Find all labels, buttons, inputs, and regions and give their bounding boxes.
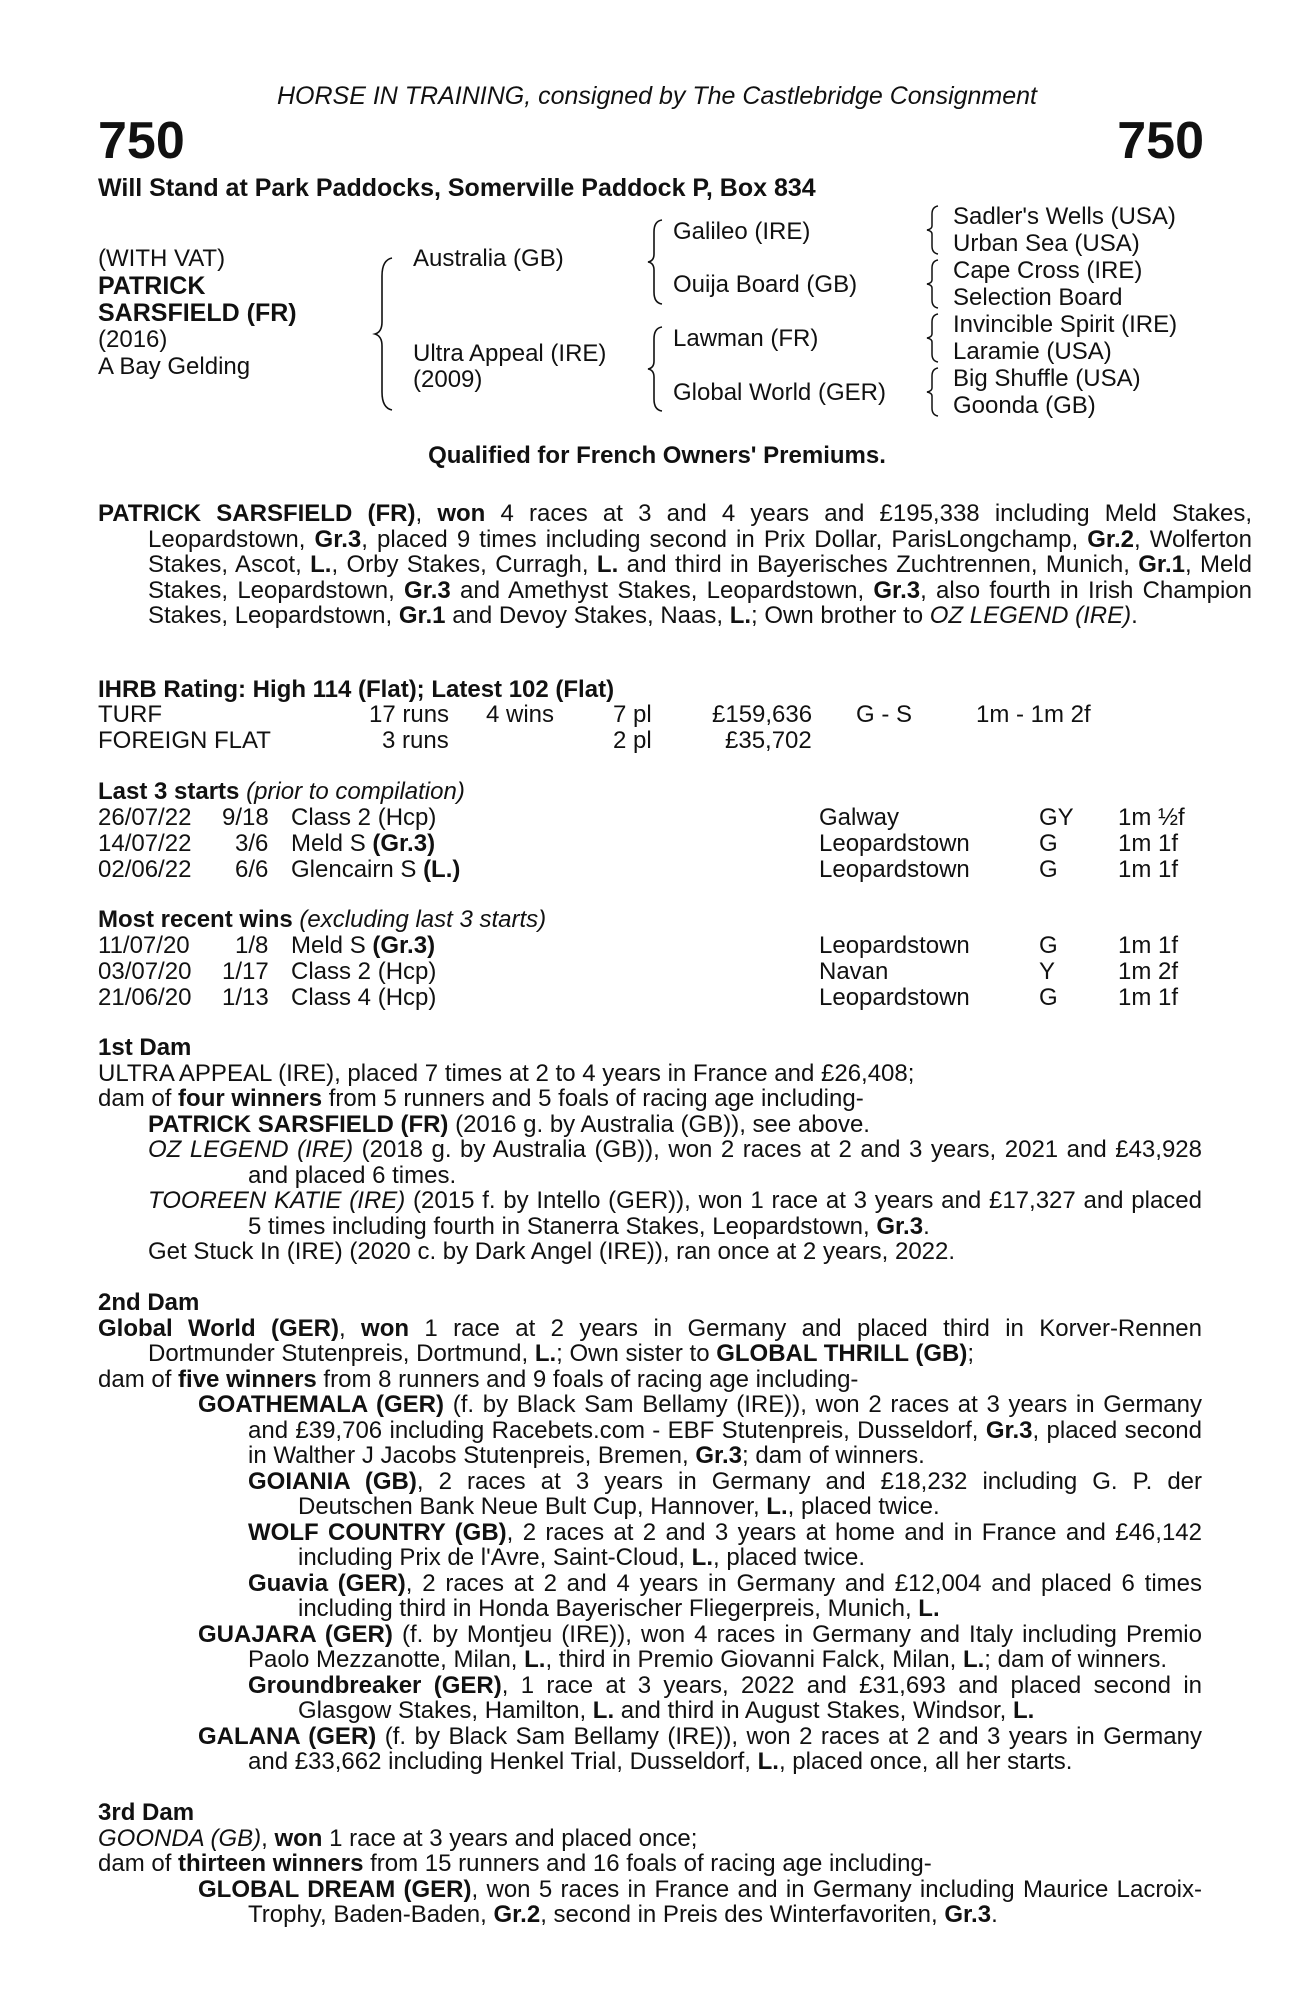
race-name: Class 4 (Hcp)	[291, 984, 437, 1011]
ihrb-placed: 2 pl	[613, 727, 652, 754]
produce-name: Guavia (GER)	[248, 1569, 406, 1597]
win-distance: 1m 1f	[1118, 932, 1179, 959]
sire-dam: Ouija Board (GB)	[673, 271, 858, 298]
win-race	[291, 933, 435, 959]
race-name: Class 2 (Hcp)	[291, 804, 437, 831]
produce-text: .	[991, 1901, 998, 1928]
last-3-starts-heading	[98, 779, 465, 805]
third-dam-section	[98, 1800, 1202, 1928]
dam-record: GOONDA (GB), won 1 race at 3 years and placed once;	[98, 1824, 698, 1852]
produce-text: ; dam of winners.	[742, 1442, 925, 1469]
sire-side-brace-icon	[645, 218, 665, 306]
win-distance: 1m 2f	[1118, 958, 1179, 985]
grade: L.	[310, 551, 332, 578]
grade: Gr.3	[944, 1901, 992, 1928]
horse-description: A Bay Gelding	[98, 353, 251, 380]
produce-name: GALANA (GER)	[198, 1722, 377, 1750]
winners-count: four winners	[178, 1085, 323, 1112]
produce-name: GOIANIA (GB)	[248, 1467, 417, 1495]
produce-text: (f. by Black Sam Bellamy (IRE)), won 2 races at 2 and 3 years in Germany and £33,662 including Henkel Trial, Dusseldorf,	[248, 1722, 1202, 1775]
section-note: (excluding last 3 starts)	[299, 906, 547, 933]
produce-text: , second in Preis des Winterfavoriten,	[540, 1901, 945, 1928]
start-date: 02/06/22	[98, 856, 192, 883]
summary-text: , Orby Stakes, Curragh,	[331, 551, 597, 578]
produce-name: GLOBAL DREAM (GER)	[198, 1875, 472, 1903]
produce-text: dam of	[98, 1850, 179, 1877]
stand-location: Will Stand at Park Paddocks, Somerville Paddock P, Box 834	[98, 174, 816, 202]
produce-name: GUAJARA (GER)	[198, 1620, 393, 1648]
start-course: Leopardstown	[819, 830, 970, 857]
dam-dam-dam: Goonda (GB)	[953, 392, 1096, 419]
produce-text: dam of	[98, 1085, 179, 1112]
grade: Gr.2	[1087, 525, 1134, 553]
start-date: 14/07/22	[98, 830, 192, 857]
race-name: Meld S	[291, 932, 373, 959]
dam-name: GOONDA (GB)	[98, 1824, 262, 1852]
section-title: 2nd Dam	[98, 1289, 200, 1316]
dam-name: Global World (GER)	[98, 1314, 339, 1342]
section-title: Last 3 starts	[98, 778, 240, 805]
produce-text: dam of	[98, 1365, 179, 1393]
dam-dam: Global World (GER)	[673, 379, 886, 406]
produce-name: WOLF COUNTRY (GB)	[248, 1518, 507, 1546]
produce-text: from 5 runners and 5 foals of racing age including-	[322, 1085, 864, 1112]
produce-entry	[148, 1877, 1202, 1928]
produce-text: , placed second in Walther J Jacobs Stutenpreis, Bremen,	[248, 1416, 1202, 1469]
produce-entry	[198, 1571, 1202, 1622]
brace-icon-4	[925, 366, 941, 418]
race-name: Meld S	[291, 830, 373, 857]
grade: L.	[534, 1340, 557, 1367]
produce-text: (2018 g. by Australia (GB)), won 2 races at 2 and 3 years, 2021 and £43,928 and placed 6 times.	[248, 1136, 1202, 1189]
start-date: 26/07/22	[98, 804, 192, 831]
win-position: 1/8	[235, 932, 269, 959]
winners-count: five winners	[178, 1365, 317, 1393]
brace-icon-2	[925, 258, 941, 310]
grade: Gr.3	[985, 1416, 1033, 1444]
section-title: 3rd Dam	[98, 1799, 195, 1826]
produce-text: ; dam of winners.	[984, 1646, 1168, 1673]
grade: L.	[918, 1595, 940, 1622]
produce-text: from 15 runners and 16 foals of racing age including-	[363, 1850, 932, 1877]
produce-text: , third in Premio Giovanni Falck, Milan,	[545, 1646, 963, 1673]
catalogue-header: HORSE IN TRAINING, consigned by The Castlebridge Consignment	[276, 82, 1038, 110]
dam-produce-summary	[98, 1086, 1202, 1112]
produce-text: (2015 f. by Intello (GER)), won 1 race at 3 years and £17,327 and placed 5 times including fourth in Stanerra Stakes, Leopardstown,	[248, 1187, 1202, 1240]
summary-text: , Meld Stakes, Leopardstown,	[148, 551, 1253, 604]
grade: L.	[596, 551, 619, 578]
dam-text: 1 race at 3 years and placed once;	[322, 1824, 698, 1852]
produce-entry: TOOREEN KATIE (IRE) (2015 f. by Intello (GER)), won 1 race at 3 years and £17,327 and placed 5 times including fourth in Stanerra Stakes, Leopardstown, Gr.3.	[148, 1187, 1202, 1240]
produce-text: (f. by Montjeu (IRE)), won 4 races in Germany and Italy including Premio Paolo Mezzanotte, Milan,	[248, 1620, 1202, 1673]
dam-produce-summary	[98, 1851, 1202, 1877]
produce-name: PATRICK SARSFIELD (FR)	[148, 1110, 449, 1138]
start-distance: 1m ½f	[1118, 804, 1185, 831]
produce-text: from 8 runners and 9 foals of racing age including-	[316, 1365, 859, 1393]
start-going: GY	[1039, 804, 1074, 831]
summary-text: , placed 9 times including second in Prix Dollar, ParisLongchamp,	[361, 525, 1088, 553]
produce-name: OZ LEGEND (IRE)	[148, 1136, 354, 1163]
horse-name: PATRICK SARSFIELD (FR)	[98, 500, 416, 527]
produce-entry: Get Stuck In (IRE) (2020 c. by Dark Angel (IRE)), ran once at 2 years, 2022.	[148, 1238, 956, 1265]
grade: Gr.3	[314, 525, 362, 553]
summary-text: and Devoy Stakes, Naas,	[445, 602, 730, 629]
grade: L.	[729, 602, 752, 629]
summary-text: , also fourth in Irish Champion Stakes, Leopardstown,	[148, 576, 1252, 629]
produce-text: , placed twice.	[713, 1544, 866, 1571]
horse-year: (2016)	[98, 326, 168, 353]
win-position: 1/17	[222, 958, 269, 985]
ihrb-label: TURF	[98, 701, 162, 728]
produce-entry	[198, 1520, 1202, 1571]
summary-text: , Wolferton Stakes, Ascot,	[148, 525, 1253, 578]
start-position: 6/6	[235, 856, 269, 883]
produce-entry	[148, 1622, 1202, 1673]
dam-sire-dam: Laramie (USA)	[953, 338, 1112, 365]
produce-text: (f. by Black Sam Bellamy (IRE)), won 2 races at 3 years in Germany and £39,706 including Racebets.com - EBF Stutenpreis, Dusseldorf,	[248, 1391, 1203, 1444]
ihrb-prize-money: £159,636	[712, 701, 813, 728]
grade: L.	[691, 1544, 713, 1571]
won-label: won	[361, 1314, 410, 1342]
dam-sire-sire: Invincible Spirit (IRE)	[953, 311, 1178, 338]
lot-number-left: 750	[98, 112, 185, 170]
ihrb-distance: 1m - 1m 2f	[976, 701, 1091, 728]
produce-text: , 2 races at 3 years in Germany and £18,232 including G. P. der Deutschen Bank Neue Bult Cup, Hannover,	[298, 1467, 1203, 1520]
dam-produce-summary	[98, 1367, 1202, 1393]
produce-entry	[148, 1724, 1202, 1775]
dam-year: (2009)	[413, 366, 483, 393]
grade: L.	[757, 1748, 779, 1775]
produce-text: , placed twice.	[787, 1493, 940, 1520]
produce-entry	[98, 1137, 1202, 1188]
dam-record: Global World (GER), won 1 race at 2 years in Germany and placed third in Korver-Rennen Dortmunder Stutenpreis, Dortmund, L.; Own sister to GLOBAL THRILL (GB);	[98, 1314, 1203, 1367]
win-date: 03/07/20	[98, 958, 192, 985]
ihrb-wins: 4 wins	[486, 701, 555, 728]
race-grade: (Gr.3)	[372, 830, 436, 857]
sire-name: Australia (GB)	[413, 245, 564, 272]
sire-dam-dam: Selection Board	[953, 284, 1123, 311]
start-race	[291, 831, 435, 857]
most-recent-wins-heading	[98, 907, 546, 933]
produce-text: , placed once, all her starts.	[778, 1748, 1073, 1775]
produce-entry	[198, 1673, 1202, 1724]
dam-text: ; Own sister to	[556, 1340, 717, 1367]
grade: Gr.3	[404, 576, 451, 604]
sire-sire-sire: Sadler's Wells (USA)	[953, 203, 1176, 230]
qualified-note: Qualified for French Owners' Premiums.	[428, 442, 886, 469]
win-going: Y	[1039, 958, 1056, 985]
ihrb-runs: 3 runs	[382, 727, 449, 754]
sire-sire-dam: Urban Sea (USA)	[953, 230, 1140, 257]
first-dam-section	[98, 1035, 1202, 1265]
grade: L.	[766, 1493, 788, 1520]
start-going: G	[1039, 856, 1058, 883]
produce-name: Groundbreaker (GER)	[248, 1671, 502, 1699]
grade: Gr.3	[695, 1442, 743, 1469]
produce-entry	[98, 1112, 1202, 1138]
produce-name: TOOREEN KATIE (IRE)	[148, 1187, 406, 1214]
dam-sire: Lawman (FR)	[673, 325, 819, 352]
produce-text: , 2 races at 2 and 4 years in Germany and £12,004 and placed 6 times including third in Honda Bayerischer Fliegerpreis, Munich,	[298, 1569, 1202, 1622]
ihrb-runs: 17 runs	[369, 701, 450, 728]
produce-text: , won 5 races in France and in Germany including Maurice Lacroix-Trophy, Baden-Baden,	[248, 1875, 1202, 1928]
won-label: won	[437, 500, 486, 527]
win-date: 21/06/20	[98, 984, 192, 1011]
lot-number-right: 750	[1117, 112, 1204, 170]
winners-count: thirteen winners	[178, 1850, 364, 1877]
dam-text: ;	[967, 1340, 974, 1367]
win-race	[291, 959, 436, 985]
grade: L.	[592, 1697, 615, 1724]
start-distance: 1m 1f	[1118, 856, 1179, 883]
brace-icon-3	[925, 312, 941, 364]
sire-sire: Galileo (IRE)	[673, 218, 811, 245]
start-race	[291, 805, 436, 831]
start-position: 3/6	[235, 830, 269, 857]
win-course: Navan	[819, 958, 889, 985]
race-name: Glencairn S	[291, 856, 424, 883]
grade: L.	[962, 1646, 985, 1673]
start-position: 9/18	[222, 804, 269, 831]
start-distance: 1m 1f	[1118, 830, 1179, 857]
summary-text: .	[1131, 602, 1138, 629]
sire-dam-brace-icon	[372, 256, 396, 412]
start-going: G	[1039, 830, 1058, 857]
race-grade: (Gr.3)	[372, 932, 436, 959]
grade: L.	[524, 1646, 546, 1673]
dam-record: ULTRA APPEAL (IRE), placed 7 times at 2 to 4 years in France and £26,408;	[98, 1059, 915, 1087]
race-grade: (L.)	[423, 856, 461, 883]
grade: Gr.1	[398, 602, 446, 629]
ihrb-placed: 7 pl	[613, 701, 652, 728]
grade: L.	[1013, 1697, 1035, 1724]
dam-name: Ultra Appeal (IRE)	[413, 340, 607, 367]
brace-icon-1	[925, 204, 941, 256]
section-note: (prior to compilation)	[246, 778, 465, 805]
start-course: Galway	[819, 804, 900, 831]
ihrb-prize-money: £35,702	[725, 727, 812, 754]
grade: Gr.3	[876, 1212, 924, 1240]
ihrb-label: FOREIGN FLAT	[98, 727, 271, 754]
dam-text: 1 race at 2 years in Germany and placed third in Korver-Rennen Dortmunder Stutenpreis, Dortmund,	[148, 1314, 1203, 1367]
horse-name-line2: SARSFIELD (FR)	[98, 299, 297, 327]
sire-dam-sire: Cape Cross (IRE)	[953, 257, 1143, 284]
dam-dam-sire: Big Shuffle (USA)	[953, 365, 1141, 392]
race-record-summary: PATRICK SARSFIELD (FR), won 4 races at 3 and 4 years and £195,338 including Meld Stakes, Leopardstown, Gr.3, placed 9 times including second in Prix Dollar, ParisLongchamp, Gr.2, Wolferton Stakes, Ascot, L., Orby Stakes, Curragh, L. and third in Bayerisches Zuchtrennen, Munich, Gr.1, Meld Stakes, Leopardstown, Gr.3 and Amethyst Stakes, Leopardstown, Gr.3, also fourth in Irish Champion Stakes, Leopardstown, Gr.1 and Devoy Stakes, Naas, L.; Own brother to OZ LEGEND (IRE).	[98, 500, 1253, 629]
ihrb-rating: IHRB Rating: High 114 (Flat); Latest 102 (Flat)	[98, 676, 615, 703]
brother-name: OZ LEGEND (IRE)	[929, 602, 1132, 629]
win-race	[291, 985, 436, 1011]
win-position: 1/13	[222, 984, 269, 1011]
horse-name-line1: PATRICK	[98, 272, 206, 300]
win-date: 11/07/20	[98, 932, 190, 959]
summary-text: ; Own brother to	[751, 602, 930, 629]
race-name: Class 2 (Hcp)	[291, 958, 437, 985]
second-dam-section	[98, 1290, 1202, 1775]
win-going: G	[1039, 932, 1058, 959]
start-race	[291, 857, 460, 883]
start-course: Leopardstown	[819, 856, 970, 883]
grade: Gr.3	[873, 576, 921, 604]
dam-side-brace-icon	[645, 325, 665, 413]
sister-name: GLOBAL THRILL (GB)	[716, 1340, 968, 1367]
section-title: Most recent wins	[98, 906, 293, 933]
produce-text: , 1 race at 3 years, 2022 and £31,693 and placed second in Glasgow Stakes, Hamilton,	[298, 1671, 1202, 1724]
summary-text: and third in Bayerisches Zuchtrennen, Munich,	[618, 551, 1139, 578]
ihrb-going: G - S	[856, 701, 913, 728]
produce-entry	[198, 1469, 1202, 1520]
win-distance: 1m 1f	[1118, 984, 1179, 1011]
win-course: Leopardstown	[819, 984, 970, 1011]
vat-note: (WITH VAT)	[98, 245, 226, 272]
won-label: won	[274, 1824, 323, 1852]
summary-text: and Amethyst Stakes, Leopardstown,	[450, 576, 874, 604]
produce-text: and third in August Stakes, Windsor,	[614, 1697, 1014, 1724]
produce-name: GOATHEMALA (GER)	[198, 1391, 445, 1418]
produce-text: , 2 races at 2 and 3 years at home and in France and £46,142 including Prix de l'Avre, Saint-Cloud,	[298, 1518, 1202, 1571]
produce-entry	[148, 1392, 1202, 1469]
grade: Gr.2	[493, 1901, 541, 1928]
win-going: G	[1039, 984, 1058, 1011]
grade: Gr.1	[1138, 551, 1185, 578]
section-title: 1st Dam	[98, 1034, 192, 1061]
win-course: Leopardstown	[819, 932, 970, 959]
produce-text: (2016 g. by Australia (GB)), see above.	[448, 1110, 870, 1138]
summary-text: 4 races at 3 and 4 years and £195,338 including Meld Stakes, Leopardstown,	[148, 500, 1252, 553]
